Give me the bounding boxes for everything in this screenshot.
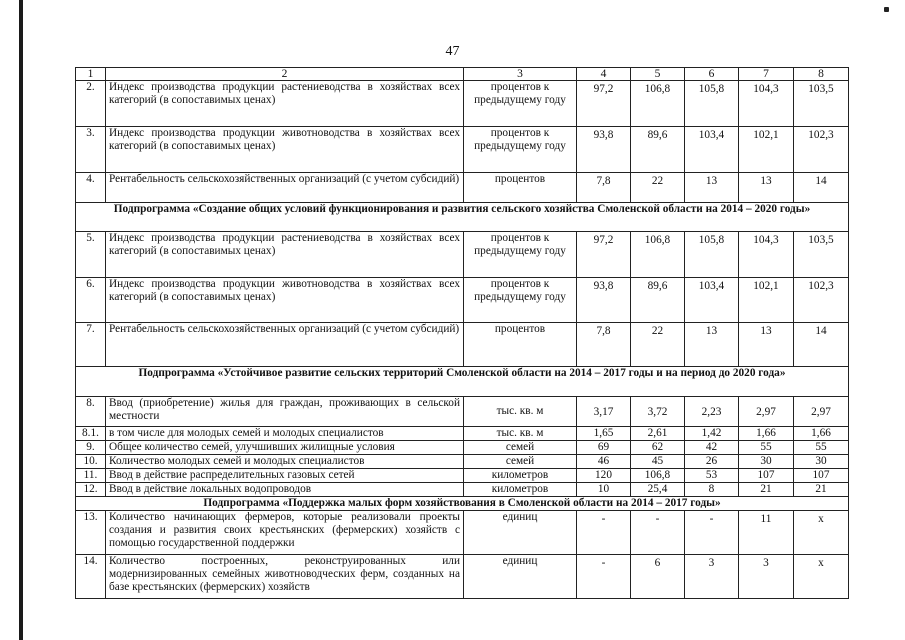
unit-of-measure: процентов: [464, 323, 577, 367]
header-cell: 3: [464, 68, 577, 81]
value-col-7: 2,97: [739, 397, 794, 427]
value-col-6: 8: [685, 483, 739, 497]
unit-of-measure: семей: [464, 441, 577, 455]
value-col-4: 93,8: [577, 278, 631, 323]
table-row: [76, 323, 849, 367]
value-col-8: 107: [794, 469, 849, 483]
value-col-4: 97,2: [577, 232, 631, 278]
indicators-table: [75, 67, 849, 599]
subprogram-title: Подпрограмма «Устойчивое развитие сельских территорий Смоленской области на 2014 – 2017 годы и на период до 2020 года»: [76, 367, 849, 397]
value-col-8: 14: [794, 173, 849, 203]
indicator-name: Рентабельность сельскохозяйственных организаций (с учетом субсидий): [106, 173, 464, 203]
value-col-4: 93,8: [577, 127, 631, 173]
value-col-4: -: [577, 555, 631, 599]
value-col-6: 1,42: [685, 427, 739, 441]
value-col-8: 103,5: [794, 81, 849, 127]
table-row: [76, 455, 849, 469]
indicator-name: Индекс производства продукции растениеводства в хозяйствах всех категорий (в сопоставимых ценах): [106, 232, 464, 278]
value-col-7: 55: [739, 441, 794, 455]
unit-of-measure: тыс. кв. м: [464, 427, 577, 441]
table-row: [76, 127, 849, 173]
unit-of-measure: единиц: [464, 511, 577, 555]
value-col-5: 22: [631, 323, 685, 367]
indicator-name: Рентабельность сельскохозяйственных организаций (с учетом субсидий): [106, 323, 464, 367]
value-col-7: 1,66: [739, 427, 794, 441]
row-number: 12.: [76, 483, 106, 497]
row-number: 5.: [76, 232, 106, 278]
value-col-6: -: [685, 511, 739, 555]
row-number: 7.: [76, 323, 106, 367]
value-col-4: 10: [577, 483, 631, 497]
value-col-7: 11: [739, 511, 794, 555]
indicator-name: Ввод (приобретение) жилья для граждан, проживающих в сельской местности: [106, 397, 464, 427]
value-col-4: -: [577, 511, 631, 555]
value-col-4: 69: [577, 441, 631, 455]
value-col-7: 102,1: [739, 127, 794, 173]
value-col-8: 55: [794, 441, 849, 455]
unit-of-measure: процентов к предыдущему году: [464, 81, 577, 127]
value-col-7: 107: [739, 469, 794, 483]
indicator-name: Индекс производства продукции животноводства в хозяйствах всех категорий (в сопоставимых ценах): [106, 278, 464, 323]
header-cell: 1: [76, 68, 106, 81]
value-col-5: 106,8: [631, 232, 685, 278]
unit-of-measure: семей: [464, 455, 577, 469]
unit-of-measure: километров: [464, 469, 577, 483]
value-col-6: 103,4: [685, 278, 739, 323]
table-row: [76, 511, 849, 555]
unit-of-measure: километров: [464, 483, 577, 497]
header-cell: 6: [685, 68, 739, 81]
value-col-7: 102,1: [739, 278, 794, 323]
scan-edge-bar: [19, 0, 23, 640]
indicator-name: Индекс производства продукции растениеводства в хозяйствах всех категорий (в сопоставимых ценах): [106, 81, 464, 127]
table-row: [76, 81, 849, 127]
indicator-name: Ввод в действие локальных водопроводов: [106, 483, 464, 497]
value-col-5: 2,61: [631, 427, 685, 441]
value-col-8: х: [794, 511, 849, 555]
section-heading-row: [76, 203, 849, 232]
value-col-4: 1,65: [577, 427, 631, 441]
row-number: 3.: [76, 127, 106, 173]
value-col-4: 97,2: [577, 81, 631, 127]
value-col-5: 89,6: [631, 278, 685, 323]
header-cell: 4: [577, 68, 631, 81]
value-col-4: 7,8: [577, 323, 631, 367]
value-col-4: 7,8: [577, 173, 631, 203]
row-number: 13.: [76, 511, 106, 555]
value-col-5: 106,8: [631, 81, 685, 127]
value-col-8: х: [794, 555, 849, 599]
value-col-8: 14: [794, 323, 849, 367]
row-number: 10.: [76, 455, 106, 469]
table-row: [76, 397, 849, 427]
value-col-6: 105,8: [685, 232, 739, 278]
unit-of-measure: единиц: [464, 555, 577, 599]
value-col-6: 13: [685, 173, 739, 203]
value-col-5: 3,72: [631, 397, 685, 427]
value-col-5: 62: [631, 441, 685, 455]
unit-of-measure: процентов к предыдущему году: [464, 232, 577, 278]
header-cell: 7: [739, 68, 794, 81]
table-row: [76, 441, 849, 455]
row-number: 6.: [76, 278, 106, 323]
subprogram-title: Подпрограмма «Создание общих условий функционирования и развития сельского хозяйства Смоленской области на 2014 – 2020 годы»: [76, 203, 849, 232]
unit-of-measure: процентов к предыдущему году: [464, 278, 577, 323]
unit-of-measure: процентов к предыдущему году: [464, 127, 577, 173]
row-number: 11.: [76, 469, 106, 483]
row-number: 2.: [76, 81, 106, 127]
value-col-6: 42: [685, 441, 739, 455]
value-col-7: 104,3: [739, 81, 794, 127]
value-col-5: 22: [631, 173, 685, 203]
value-col-6: 2,23: [685, 397, 739, 427]
value-col-4: 3,17: [577, 397, 631, 427]
table-row: [76, 232, 849, 278]
value-col-6: 3: [685, 555, 739, 599]
row-number: 8.: [76, 397, 106, 427]
value-col-5: 45: [631, 455, 685, 469]
header-cell: 2: [106, 68, 464, 81]
value-col-7: 13: [739, 173, 794, 203]
indicator-name: Количество построенных, реконструированных или модернизированных семейных животноводческих ферм, созданных на базе крестьянских (фермерских) хозяйств: [106, 555, 464, 599]
value-col-5: 25,4: [631, 483, 685, 497]
indicator-name: в том числе для молодых семей и молодых специалистов: [106, 427, 464, 441]
row-number: 8.1.: [76, 427, 106, 441]
value-col-7: 104,3: [739, 232, 794, 278]
value-col-5: -: [631, 511, 685, 555]
value-col-7: 3: [739, 555, 794, 599]
indicator-name: Ввод в действие распределительных газовых сетей: [106, 469, 464, 483]
value-col-8: 21: [794, 483, 849, 497]
section-heading-row: [76, 497, 849, 511]
indicator-name: Количество молодых семей и молодых специалистов: [106, 455, 464, 469]
value-col-6: 13: [685, 323, 739, 367]
indicator-name: Индекс производства продукции животноводства в хозяйствах всех категорий (в сопоставимых ценах): [106, 127, 464, 173]
unit-of-measure: тыс. кв. м: [464, 397, 577, 427]
header-cell: 8: [794, 68, 849, 81]
value-col-4: 46: [577, 455, 631, 469]
header-cell: 5: [631, 68, 685, 81]
value-col-8: 30: [794, 455, 849, 469]
value-col-8: 102,3: [794, 127, 849, 173]
value-col-6: 26: [685, 455, 739, 469]
table-row: [76, 555, 849, 599]
value-col-5: 89,6: [631, 127, 685, 173]
table-row: [76, 278, 849, 323]
row-number: 14.: [76, 555, 106, 599]
section-heading-row: [76, 367, 849, 397]
indicator-name: Количество начинающих фермеров, которые реализовали проекты создания и развития своих крестьянских (фермерских) хозяйств с помощью государственной поддержки: [106, 511, 464, 555]
table-row: [76, 483, 849, 497]
value-col-8: 1,66: [794, 427, 849, 441]
value-col-6: 105,8: [685, 81, 739, 127]
value-col-7: 13: [739, 323, 794, 367]
page-number: 47: [445, 44, 460, 59]
value-col-6: 53: [685, 469, 739, 483]
value-col-6: 103,4: [685, 127, 739, 173]
value-col-7: 30: [739, 455, 794, 469]
table-row: [76, 427, 849, 441]
indicator-name: Общее количество семей, улучшивших жилищные условия: [106, 441, 464, 455]
value-col-5: 106,8: [631, 469, 685, 483]
subprogram-title: Подпрограмма «Поддержка малых форм хозяйствования в Смоленской области на 2014 – 2017 годы»: [76, 497, 849, 511]
table-body: [76, 68, 849, 599]
table-row: [76, 469, 849, 483]
scan-mark: [884, 7, 889, 12]
value-col-8: 103,5: [794, 232, 849, 278]
row-number: 4.: [76, 173, 106, 203]
unit-of-measure: процентов: [464, 173, 577, 203]
row-number: 9.: [76, 441, 106, 455]
value-col-5: 6: [631, 555, 685, 599]
value-col-8: 102,3: [794, 278, 849, 323]
table-row: [76, 173, 849, 203]
value-col-8: 2,97: [794, 397, 849, 427]
value-col-4: 120: [577, 469, 631, 483]
value-col-7: 21: [739, 483, 794, 497]
header-row: [76, 68, 849, 81]
